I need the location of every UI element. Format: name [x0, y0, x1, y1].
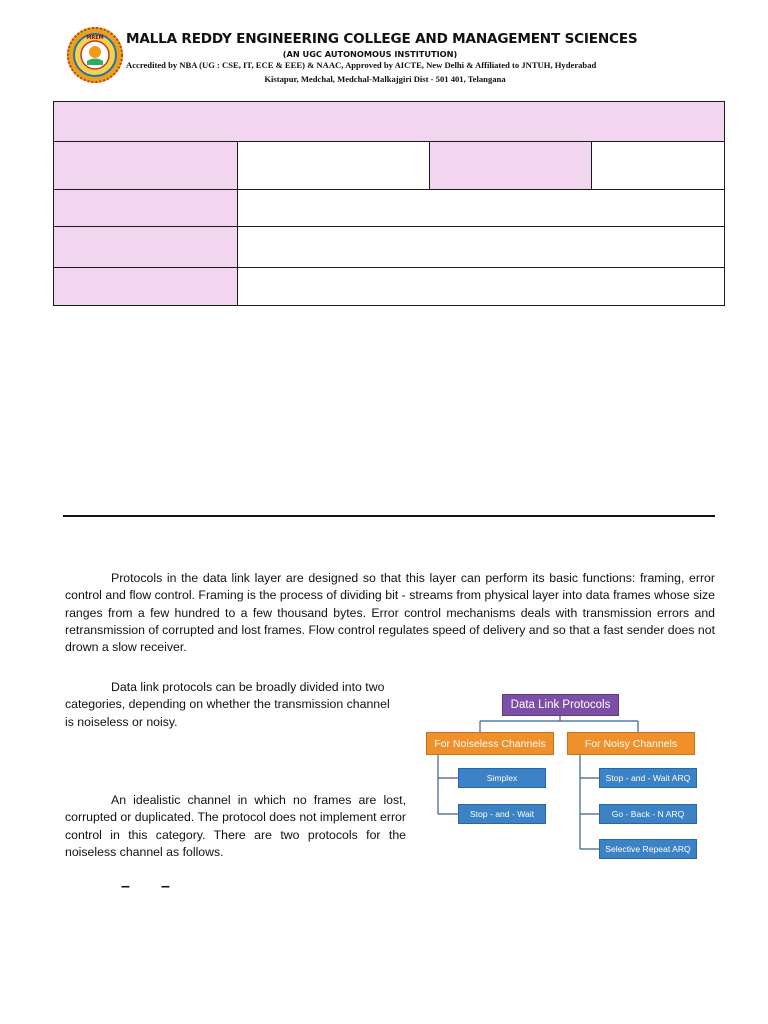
label-cell-4: [53, 226, 238, 268]
institution-name: MALLA REDDY ENGINEERING COLLEGE AND MANAGEMENT SCIENCES: [126, 31, 638, 47]
stop-and-wait-arq-box: Stop - and - Wait ARQ: [599, 768, 697, 788]
label-cell-3: [53, 189, 238, 227]
value-cell-1: [237, 141, 430, 190]
diagram-root-box: Data Link Protocols: [502, 694, 619, 716]
go-back-n-arq-box: Go - Back - N ARQ: [599, 804, 697, 824]
noiseless-channels-box: For Noiseless Channels: [426, 732, 554, 755]
value-cell-2: [591, 141, 725, 190]
protocol-diagram: [420, 686, 710, 866]
college-logo: [66, 26, 124, 84]
selective-repeat-arq-box: Selective Repeat ARQ: [599, 839, 697, 859]
address-line: Kistapur, Medchal, Medchal-Malkajgiri Dist - 501 401, Telangana: [264, 74, 506, 84]
label-cell-5: [53, 267, 238, 306]
section-divider: [63, 515, 715, 517]
accreditation-line: Accredited by NBA (UG : CSE, IT, ECE & EEE) & NAAC, Approved by AICTE, New Delhi & Affiliated to JNTUH, Hyderabad: [126, 60, 597, 70]
info-table: [53, 101, 725, 306]
stop-and-wait-box: Stop - and - Wait: [458, 804, 546, 824]
paragraph-categories: Data link protocols can be broadly divided into two categories, depending on whether the transmission channel is noiseless or noisy.: [65, 680, 390, 729]
dash-1: –: [121, 878, 130, 895]
paragraph-protocols: Protocols in the data link layer are designed so that this layer can perform its basic functions: framing, error control and flow control. Framing is the process of dividing bit - streams from physical layer into data frames whose size ranges from a few hundred to a few thousand bytes. Error control mechanisms deals with transmission errors and retransmission of corrupted and lost frames. Flow control regulates speed of delivery and so that a fast sender does not drown a slow receiver.: [65, 571, 715, 655]
value-cell-3: [237, 189, 725, 227]
dash-2: –: [161, 878, 170, 895]
label-cell-1: [53, 141, 238, 190]
value-cell-5: [237, 267, 725, 306]
logo-ring-text: MREM: [86, 35, 104, 41]
simplex-box: Simplex: [458, 768, 546, 788]
institution-status: (AN UGC AUTONOMOUS INSTITUTION): [282, 49, 458, 59]
paragraph-noiseless: An idealistic channel in which no frames are lost, corrupted or duplicated. The protocol does not implement error control in this category. There are two protocols for the noiseless channel as follows.: [65, 793, 406, 859]
table-title-row: [53, 101, 725, 142]
value-cell-4: [237, 226, 725, 268]
label-cell-2: [429, 141, 592, 190]
noisy-channels-box: For Noisy Channels: [567, 732, 695, 755]
